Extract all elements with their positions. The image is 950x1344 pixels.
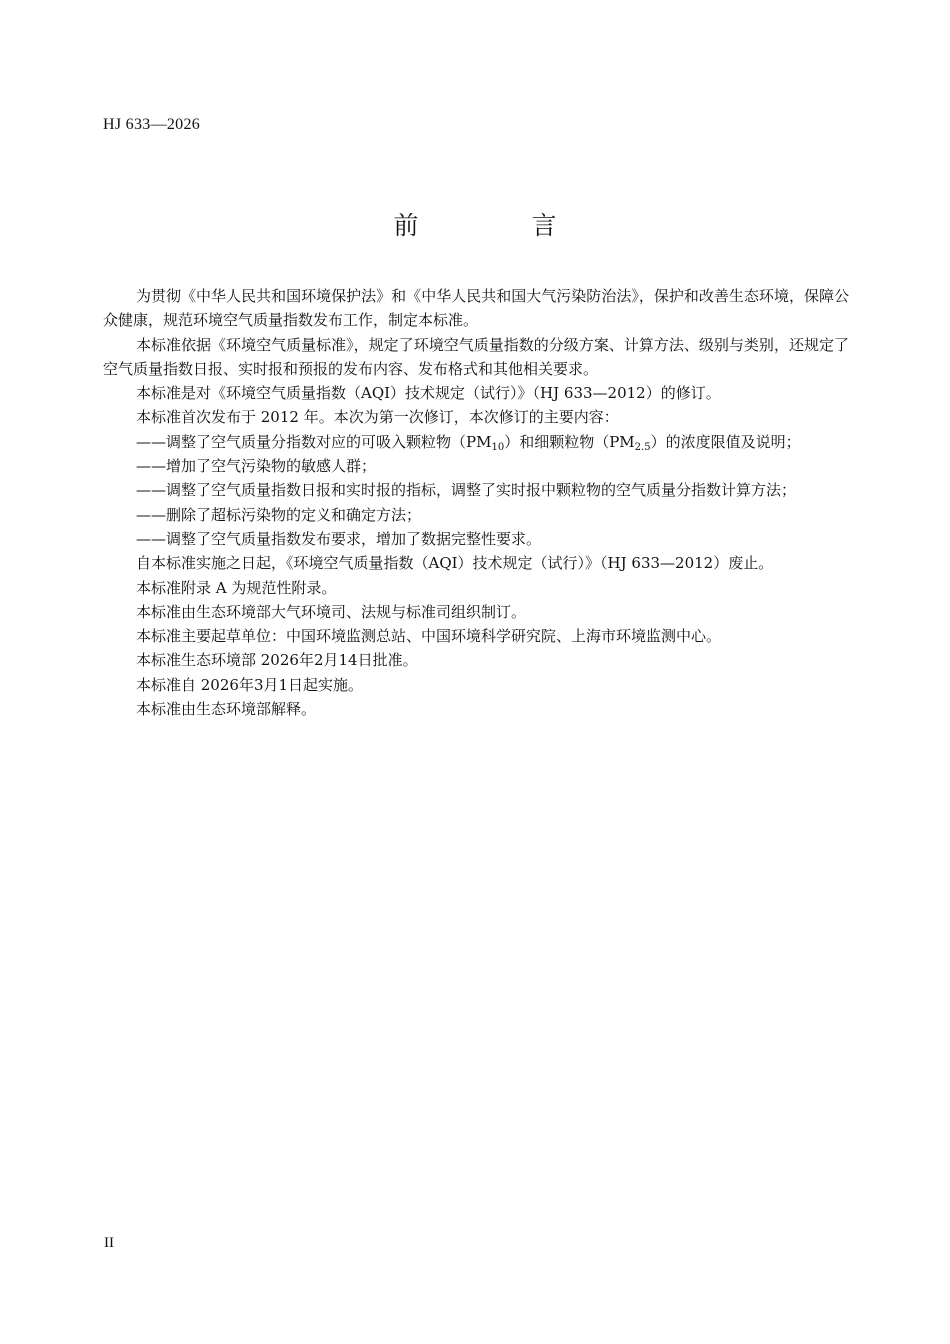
paragraph-abolish: 自本标准实施之日起，《环境空气质量指数（AQI）技术规定（试行）》（HJ 633—2012）废止。 — [136, 554, 774, 573]
paragraph-interpretation: 本标准由生态环境部解释。 — [136, 700, 317, 719]
paragraph-drafters: 本标准主要起草单位：中国环境监测总站、中国环境科学研究院、上海市环境监测中心。 — [136, 627, 722, 646]
standard-code: HJ 633—2026 — [103, 116, 201, 133]
paragraph-purpose: 为贯彻《中华人民共和国环境保护法》和《中华人民共和国大气污染防治法》，保护和改善生态环境，保障公众健康，规范环境空气质量指数发布工作，制定本标准。 — [103, 287, 849, 330]
paragraph-basis: 本标准依据《环境空气质量标准》，规定了环境空气质量指数的分级方案、计算方法、级别与类别，还规定了空气质量指数日报、实时报和预报的发布内容、发布格式和其他相关要求。 — [103, 335, 849, 378]
page-number: II — [104, 1235, 114, 1251]
bullet-sensitive-groups: ——增加了空气污染物的敏感人群； — [136, 457, 377, 476]
bullet-text-part2: ）和细颗粒物（PM — [504, 432, 635, 451]
paragraph-appendix: 本标准附录 A 为规范性附录。 — [136, 578, 337, 597]
paragraph-history: 本标准首次发布于 2012 年。本次为第一次修订，本次修订的主要内容： — [136, 408, 619, 427]
bullet-publication-requirements: ——调整了空气质量指数发布要求，增加了数据完整性要求。 — [136, 529, 542, 548]
bullet-text-part1: ——调整了空气质量分指数对应的可吸入颗粒物（PM — [136, 432, 492, 451]
bullet-text-part3: ）的浓度限值及说明； — [650, 432, 801, 451]
paragraph-organizer: 本标准由生态环境部大气环境司、法规与标准司组织制订。 — [136, 602, 527, 621]
bullet-concentration-limits — [103, 430, 849, 454]
paragraph-approval: 本标准生态环境部 2026年2月14日批准。 — [136, 651, 418, 670]
paragraph-revision: 本标准是对《环境空气质量指数（AQI）技术规定（试行）》（HJ 633—2012）的修订。 — [136, 384, 721, 403]
foreword-body — [103, 284, 849, 721]
paragraph-effective-date: 本标准自 2026年3月1日起实施。 — [136, 675, 364, 694]
pm25-subscript: 2.5 — [634, 441, 651, 453]
page-title: 前 言 — [393, 211, 601, 240]
bullet-removed-definition: ——删除了超标污染物的定义和确定方法； — [136, 505, 422, 524]
bullet-report-indicators: ——调整了空气质量指数日报和实时报的指标，调整了实时报中颗粒物的空气质量分指数计算方法； — [136, 481, 797, 500]
pm10-subscript: 10 — [491, 441, 505, 453]
